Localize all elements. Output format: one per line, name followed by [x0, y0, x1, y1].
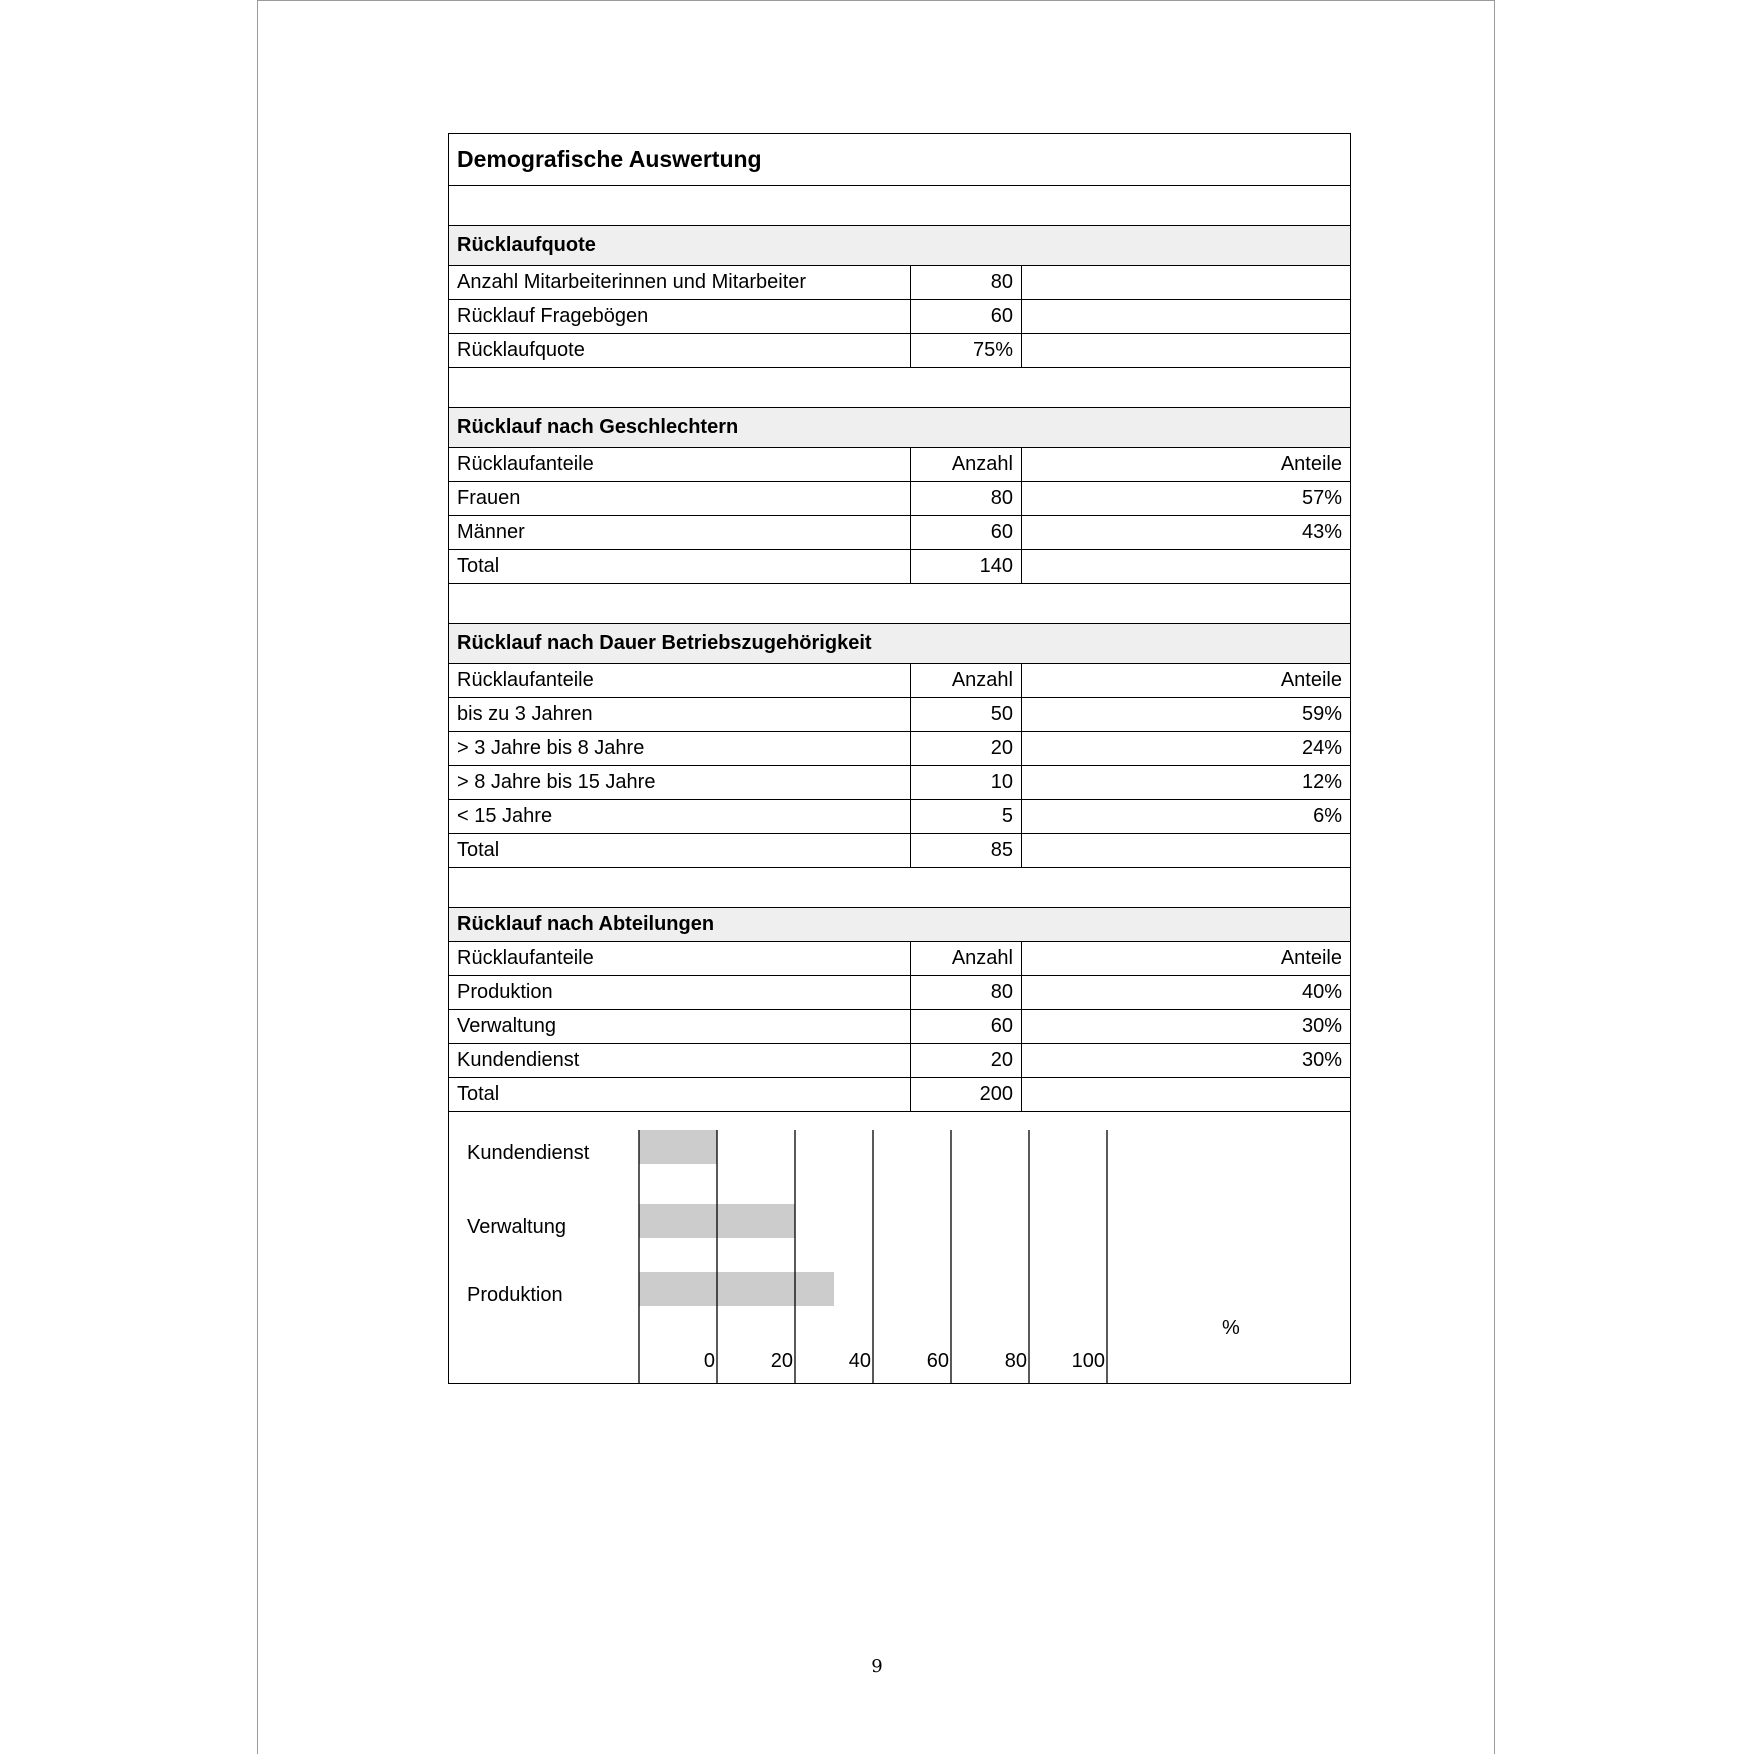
row-label: Verwaltung [457, 1015, 556, 1037]
row-label: > 8 Jahre bis 15 Jahre [457, 771, 656, 793]
section-title: Rücklauf nach Dauer Betriebszugehörigkeit [457, 632, 872, 654]
column-header-row [449, 448, 1350, 482]
row-share: 30% [1021, 1044, 1350, 1077]
row-share [1021, 550, 1350, 583]
row-count: 60 [910, 300, 1021, 333]
row-count: 60 [910, 516, 1021, 549]
row-count: 10 [910, 766, 1021, 799]
title-row [449, 133, 1350, 186]
row-share: Anteile [1021, 942, 1350, 975]
row-count: 20 [910, 732, 1021, 765]
category-label: Verwaltung [467, 1216, 566, 1238]
table-row [449, 300, 1350, 334]
row-share: Anteile [1021, 664, 1350, 697]
row-count: 200 [910, 1078, 1021, 1111]
row-count: 85 [910, 834, 1021, 867]
table-row [449, 834, 1350, 868]
row-label: Total [457, 839, 500, 861]
bar-kundendienst [639, 1130, 717, 1164]
table-row [449, 698, 1350, 732]
table-row [449, 334, 1350, 368]
row-share [1021, 266, 1350, 299]
row-share: 6% [1021, 800, 1350, 833]
section-heading-ruecklaufquote [449, 226, 1350, 266]
row-count: 80 [910, 976, 1021, 1009]
table-row [449, 1010, 1350, 1044]
row-label: Männer [457, 521, 525, 543]
row-label: bis zu 3 Jahren [457, 703, 593, 725]
row-label: Frauen [457, 487, 521, 509]
row-count: 140 [910, 550, 1021, 583]
x-tick-label: 40 [848, 1350, 871, 1372]
row-count: 20 [910, 1044, 1021, 1077]
column-header-row [449, 942, 1350, 976]
section-title: Rücklaufquote [457, 234, 596, 256]
row-label: Rücklaufanteile [457, 947, 594, 969]
page-number: 9 [871, 1656, 883, 1677]
x-tick-label: 80 [1004, 1350, 1027, 1372]
blank-row [449, 186, 1350, 226]
section-heading-abteilungen [449, 908, 1350, 942]
table-row [449, 516, 1350, 550]
row-label: Rücklaufanteile [457, 669, 594, 691]
blank-row [449, 868, 1350, 908]
x-tick-label: 100 [1071, 1350, 1105, 1372]
row-count: 80 [910, 482, 1021, 515]
row-share: Anteile [1021, 448, 1350, 481]
row-share: 30% [1021, 1010, 1350, 1043]
column-header-row [449, 664, 1350, 698]
row-share: 57% [1021, 482, 1350, 515]
row-count: 50 [910, 698, 1021, 731]
row-share [1021, 834, 1350, 867]
row-share: 40% [1021, 976, 1350, 1009]
row-label: Anzahl Mitarbeiterinnen und Mitarbeiter [457, 271, 807, 293]
row-count: Anzahl [910, 942, 1021, 975]
row-label: Total [457, 1083, 500, 1105]
row-share [1021, 1078, 1350, 1111]
row-share: 12% [1021, 766, 1350, 799]
department-bar-chart [449, 1112, 1350, 1384]
category-label: Produktion [467, 1284, 563, 1306]
row-share [1021, 334, 1350, 367]
row-count: 5 [910, 800, 1021, 833]
table-row [449, 732, 1350, 766]
row-count: 80 [910, 266, 1021, 299]
section-heading-dauer [449, 624, 1350, 664]
table-row [449, 1078, 1350, 1112]
row-label: Rücklaufanteile [457, 453, 594, 475]
x-axis-unit: % [1222, 1317, 1240, 1339]
section-title: Rücklauf nach Geschlechtern [457, 416, 739, 438]
table-row [449, 266, 1350, 300]
row-share: 59% [1021, 698, 1350, 731]
table-row [449, 550, 1350, 584]
row-label: Rücklauf Fragebögen [457, 305, 649, 327]
row-label: Total [457, 555, 500, 577]
table-row [449, 800, 1350, 834]
row-label: > 3 Jahre bis 8 Jahre [457, 737, 645, 759]
blank-row [449, 368, 1350, 408]
row-count: Anzahl [910, 448, 1021, 481]
table-row [449, 482, 1350, 516]
x-tick-label: 0 [703, 1350, 715, 1372]
row-label: Kundendienst [457, 1049, 580, 1071]
table-row [449, 976, 1350, 1010]
blank-row [449, 584, 1350, 624]
row-share: 24% [1021, 732, 1350, 765]
row-share [1021, 300, 1350, 333]
category-label: Kundendienst [467, 1142, 590, 1164]
x-tick-label: 20 [770, 1350, 793, 1372]
table-row [449, 1044, 1350, 1078]
x-tick-label: 60 [926, 1350, 949, 1372]
page-title: Demografische Auswertung [457, 146, 762, 172]
section-heading-geschlecht [449, 408, 1350, 448]
section-title: Rücklauf nach Abteilungen [457, 913, 715, 935]
row-share: 43% [1021, 516, 1350, 549]
row-label: < 15 Jahre [457, 805, 553, 827]
row-label: Produktion [457, 981, 553, 1003]
row-count: Anzahl [910, 664, 1021, 697]
bar-produktion [639, 1272, 834, 1306]
row-count: 75% [910, 334, 1021, 367]
row-count: 60 [910, 1010, 1021, 1043]
survey-sheet [448, 133, 1351, 1384]
table-row [449, 766, 1350, 800]
row-label: Rücklaufquote [457, 339, 585, 361]
